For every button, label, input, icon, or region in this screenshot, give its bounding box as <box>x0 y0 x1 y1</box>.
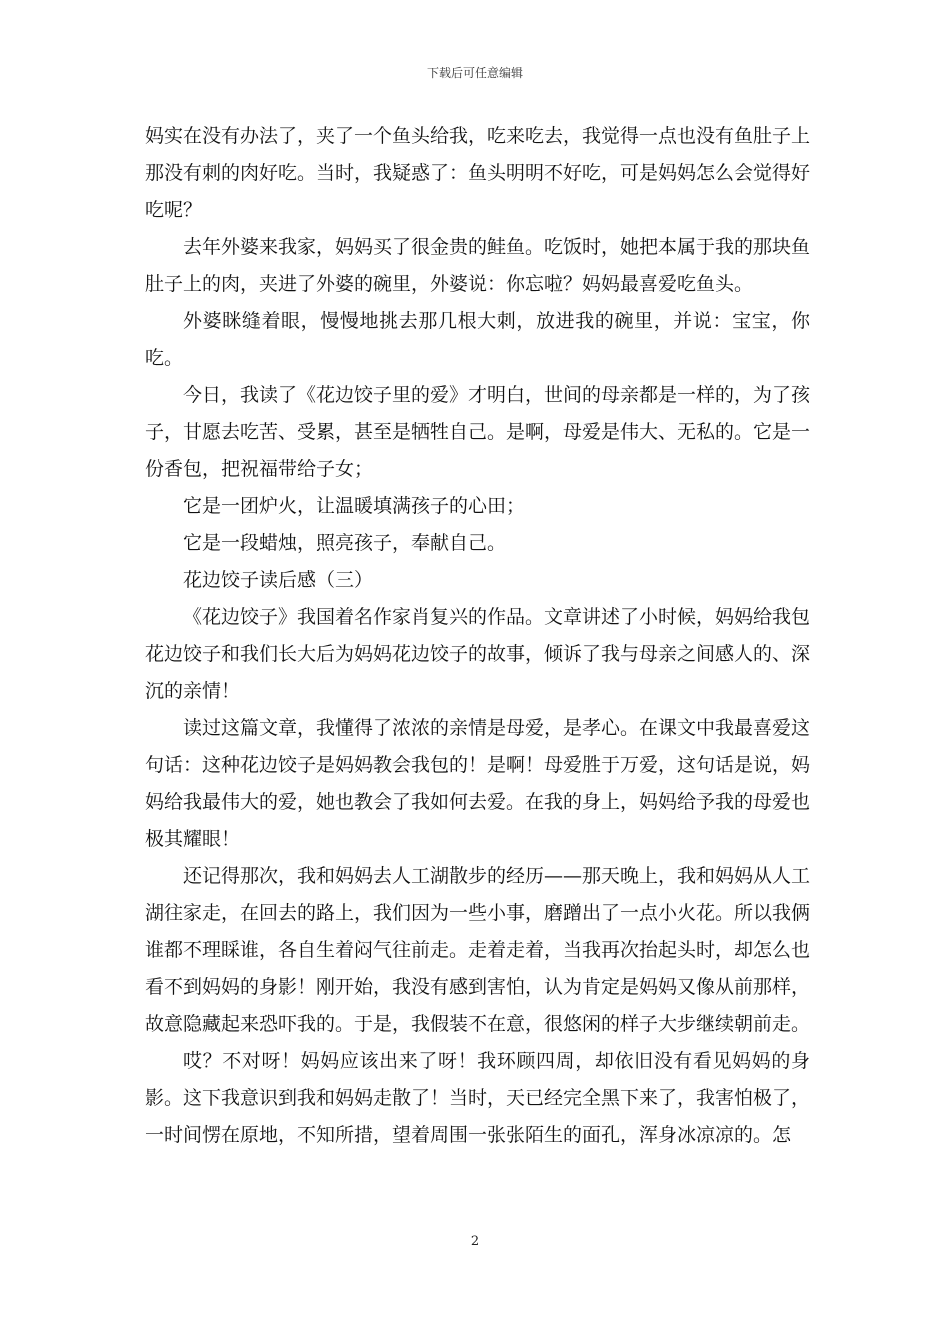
paragraph: 它是一段蜡烛，照亮孩子，奉献自己。 <box>183 532 507 554</box>
paragraph: 还记得那次，我和妈妈去人工湖散步的经历——那天晚上，我和妈妈从人工湖往家走，在回去的路上，我们因为一些小事，磨蹭出了一点小火花。所以我俩谁都不理睬谁，各自生着闷气往前走。走着走着，当我再次抬起头时，却怎么也看不到妈妈的身影！刚开始，我没有感到害怕，认为肯定是妈妈又像从前那样，故意隐藏起来恐吓我的。于是，我假装不在意，很悠闲的样子大步继续朝前走。 <box>145 865 811 1035</box>
paragraph: 妈实在没有办法了，夹了一个鱼头给我，吃来吃去，我觉得一点也没有鱼肚子上那没有刺的肉好吃。当时，我疑惑了：鱼头明明不好吃，可是妈妈怎么会觉得好吃呢？ <box>145 125 811 221</box>
paragraph: 读过这篇文章，我懂得了浓浓的亲情是母爱，是孝心。在课文中我最喜爱这句话：这种花边饺子是妈妈教会我包的！是啊！母爱胜于万爱，这句话是说，妈妈给我最伟大的爱，她也教会了我如何去爱。在我的身上，妈妈给予我的母爱也极其耀眼！ <box>145 717 811 850</box>
section-heading: 花边饺子读后感（三） <box>183 569 374 591</box>
paragraph: 哎？不对呀！妈妈应该出来了呀！我环顾四周，却依旧没有看见妈妈的身影。这下我意识到我和妈妈走散了！当时，天已经完全黑下来了，我害怕极了，一时间愣在原地，不知所措，望着周围一张张陌生的面孔，浑身冰凉凉的。怎 <box>145 1050 811 1146</box>
paragraph: 《花边饺子》我国着名作家肖复兴的作品。文章讲述了小时候，妈妈给我包花边饺子和我们长大后为妈妈花边饺子的故事，倾诉了我与母亲之间感人的、深沉的亲情！ <box>145 606 811 702</box>
paragraph: 外婆眯缝着眼，慢慢地挑去那几根大刺，放进我的碗里，并说：宝宝，你吃。 <box>145 310 810 369</box>
document-body <box>145 118 810 1154</box>
paragraph: 今日，我读了《花边饺子里的爱》才明白，世间的母亲都是一样的，为了孩子，甘愿去吃苦、受累，甚至是牺牲自己。是啊，母爱是伟大、无私的。它是一份香包，把祝福带给子女； <box>145 384 811 480</box>
paragraph: 去年外婆来我家，妈妈买了很金贵的鲑鱼。吃饭时，她把本属于我的那块鱼肚子上的肉，夹进了外婆的碗里，外婆说：你忘啦？妈妈最喜爱吃鱼头。 <box>145 236 811 295</box>
page-header: 下载后可任意编辑 <box>426 66 523 80</box>
page-number: 2 <box>470 1234 480 1249</box>
paragraph: 它是一团炉火，让温暖填满孩子的心田； <box>183 495 526 517</box>
